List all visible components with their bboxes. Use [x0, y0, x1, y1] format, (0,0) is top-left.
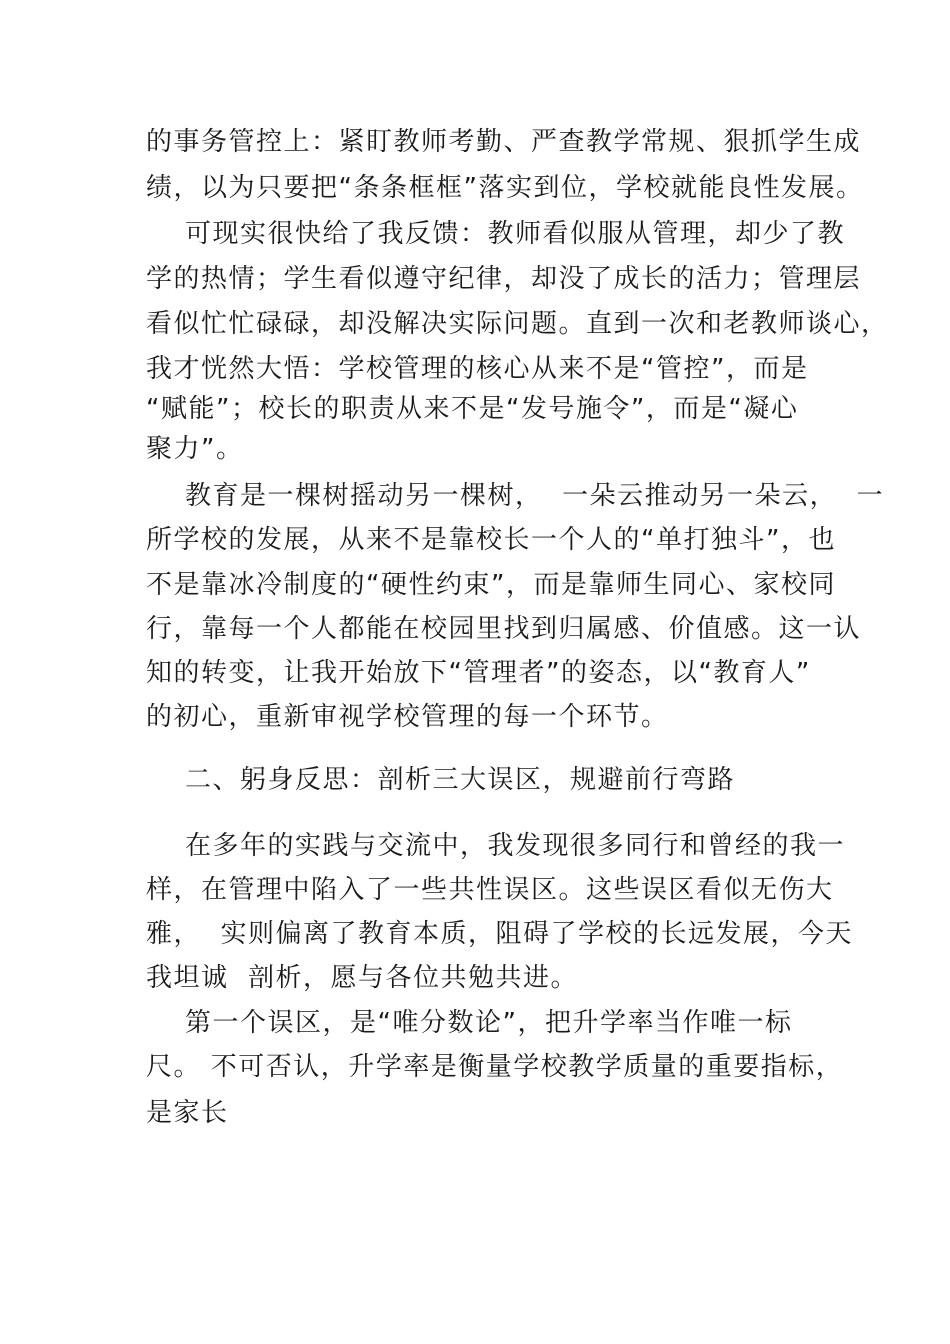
text-line: 可现实很快给了我反馈：教师看似服从管理，却少了教 [146, 219, 846, 249]
text-line: 不是靠冰冷制度的“硬性约束”，而是靠师生同心、家校同 [146, 570, 836, 600]
text-line: 知的转变，让我开始放下“管理者”的姿态，以“教育人” [146, 658, 811, 688]
text-line: 在多年的实践与交流中，我发现很多同行和曾经的我一 [146, 831, 846, 861]
text-line: 看似忙忙碌碌，却没解决实际问题。直到一次和老教师谈心， [146, 309, 889, 339]
text-line: 学的热情；学生看似遵守纪律，却没了成长的活力；管理层 [146, 264, 862, 294]
text-line: 所学校的发展，从来不是靠校长一个人的“单打独斗”，也 [146, 525, 836, 555]
text-line: “赋能”；校长的职责从来不是“发号施令”，而是“凝心 [146, 394, 799, 424]
section-heading: 二、躬身反思：剖析三大误区，规避前行弯路 [146, 765, 736, 795]
text-line: 绩，以为只要把“条条框框”落实到位，学校就能良性发展。 [146, 173, 864, 203]
text-line: 雅， 实则偏离了教育本质，阻碍了学校的长远发展，今天 [146, 919, 854, 949]
text-line: 我才恍然大悟：学校管理的核心从来不是“管控”，而是 [146, 354, 809, 384]
text-line: 我坦诚 剖析，愿与各位共勉共进。 [146, 963, 579, 993]
text-line: 聚力”。 [146, 434, 244, 464]
text-line: 行，靠每一个人都能在校园里找到归属感、价值感。这一认 [146, 614, 862, 644]
text-line: 样，在管理中陷入了一些共性误区。这些误区看似无伤大 [146, 875, 834, 905]
text-line: 尺。 不可否认，升学率是衡量学校教学质量的重要指标， [146, 1052, 844, 1082]
text-line: 教育是一棵树摇动另一棵树， 一朵云推动另一朵云， 一 [146, 481, 885, 511]
text-line: 的初心，重新审视学校管理的每一个环节。 [146, 702, 669, 732]
text-line: 的事务管控上：紧盯教师考勤、严查教学常规、狠抓学生成 [146, 127, 862, 157]
text-line: 是家长 [146, 1098, 229, 1128]
text-line: 第一个误区，是“唯分数论”，把升学率当作唯一标 [146, 1008, 793, 1038]
